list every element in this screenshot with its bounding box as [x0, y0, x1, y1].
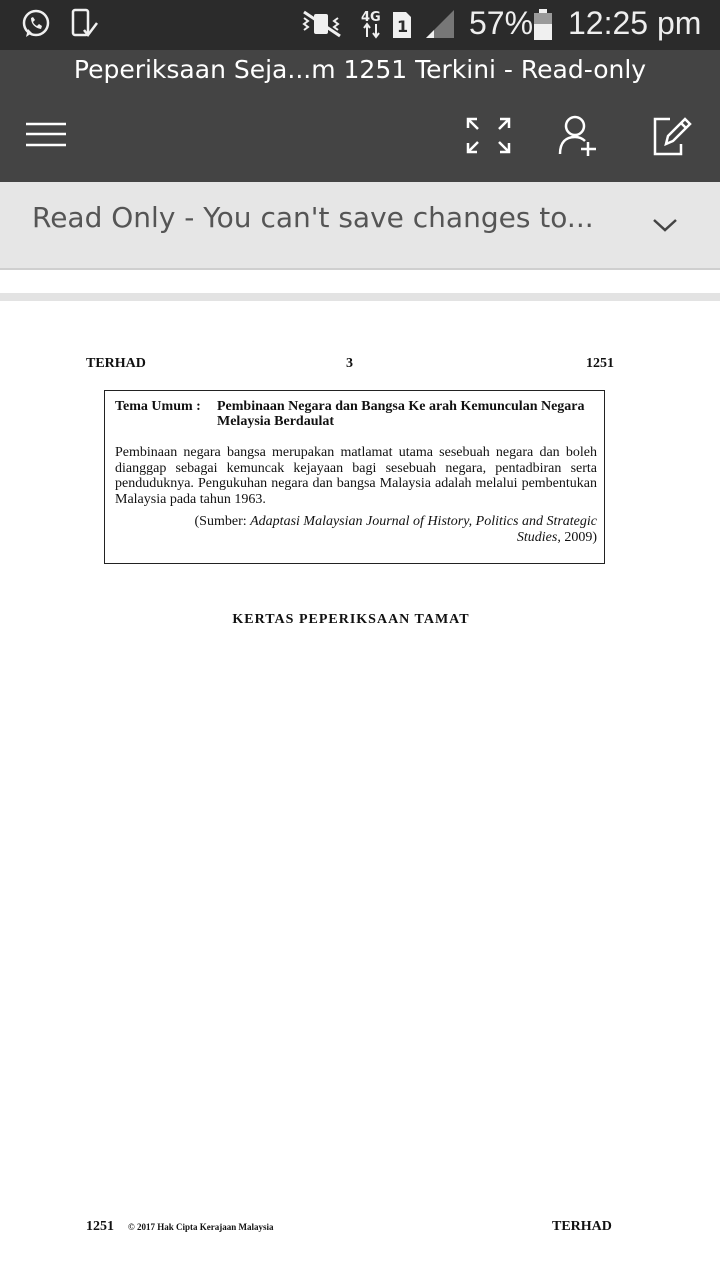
expand-banner-button[interactable] [648, 210, 682, 240]
theme-title: Pembinaan Negara dan Bangsa Ke arah Kemunculan Negara Melaysia Berdaulat [217, 399, 585, 429]
page-number: 3 [346, 356, 353, 371]
edit-document-button[interactable] [648, 114, 698, 158]
add-person-icon [556, 114, 606, 158]
menu-icon [22, 114, 72, 158]
document-title: Peperiksaan Seja...m 1251 Terkini - Read-only [73, 55, 647, 84]
theme-box [104, 390, 605, 564]
battery-icon [531, 8, 555, 46]
theme-label: Tema Umum : [115, 399, 201, 414]
clock: 12:25 pm [568, 5, 702, 41]
page-separator [0, 293, 720, 301]
fullscreen-icon [462, 114, 512, 158]
footer-classification: TERHAD [552, 1219, 612, 1234]
chevron-down-icon [648, 210, 682, 240]
edit-document-icon [648, 114, 698, 158]
svg-text:1: 1 [397, 17, 409, 36]
svg-text:4G: 4G [361, 10, 381, 25]
vibrate-mute-icon [300, 8, 344, 44]
end-of-paper-text: KERTAS PEPERIKSAAN TAMAT [232, 612, 470, 627]
status-bar [0, 0, 720, 50]
read-only-message: Read Only - You can't save changes to... [32, 201, 594, 234]
theme-source [177, 514, 597, 546]
source-suffix: , 2009) [557, 530, 597, 545]
paper-code: 1251 [586, 356, 614, 371]
phone-check-icon [70, 8, 100, 44]
network-4g-icon [359, 9, 385, 45]
theme-body: Pembinaan negara bangsa merupakan matlamat utama sesebuah negara dan boleh dianggap sebagai kemuncak kejayaan bagi sesebuah negara, pentadbiran serta penduduknya. Pengukuhan negara dan bangsa Malaysia adalah melalui pembentukan Malaysia pada tahun 1963. [115, 445, 597, 507]
document-page [0, 301, 720, 1280]
footer-copyright: © 2017 Hak Cipta Kerajaan Malaysia [128, 1222, 274, 1232]
footer-paper-code: 1251 [86, 1219, 114, 1234]
menu-button[interactable] [22, 114, 72, 158]
fullscreen-button[interactable] [462, 114, 512, 158]
page-header-left: TERHAD [86, 356, 146, 371]
source-title: Adaptasi Malaysian Journal of History, Politics and Strategic Studies [250, 514, 597, 545]
battery-percent: 57% [469, 5, 534, 41]
signal-icon [424, 8, 456, 44]
share-add-person-button[interactable] [556, 114, 606, 158]
sim-1-icon [390, 10, 414, 44]
source-prefix: (Sumber: [194, 514, 251, 529]
whatsapp-icon [20, 8, 52, 44]
